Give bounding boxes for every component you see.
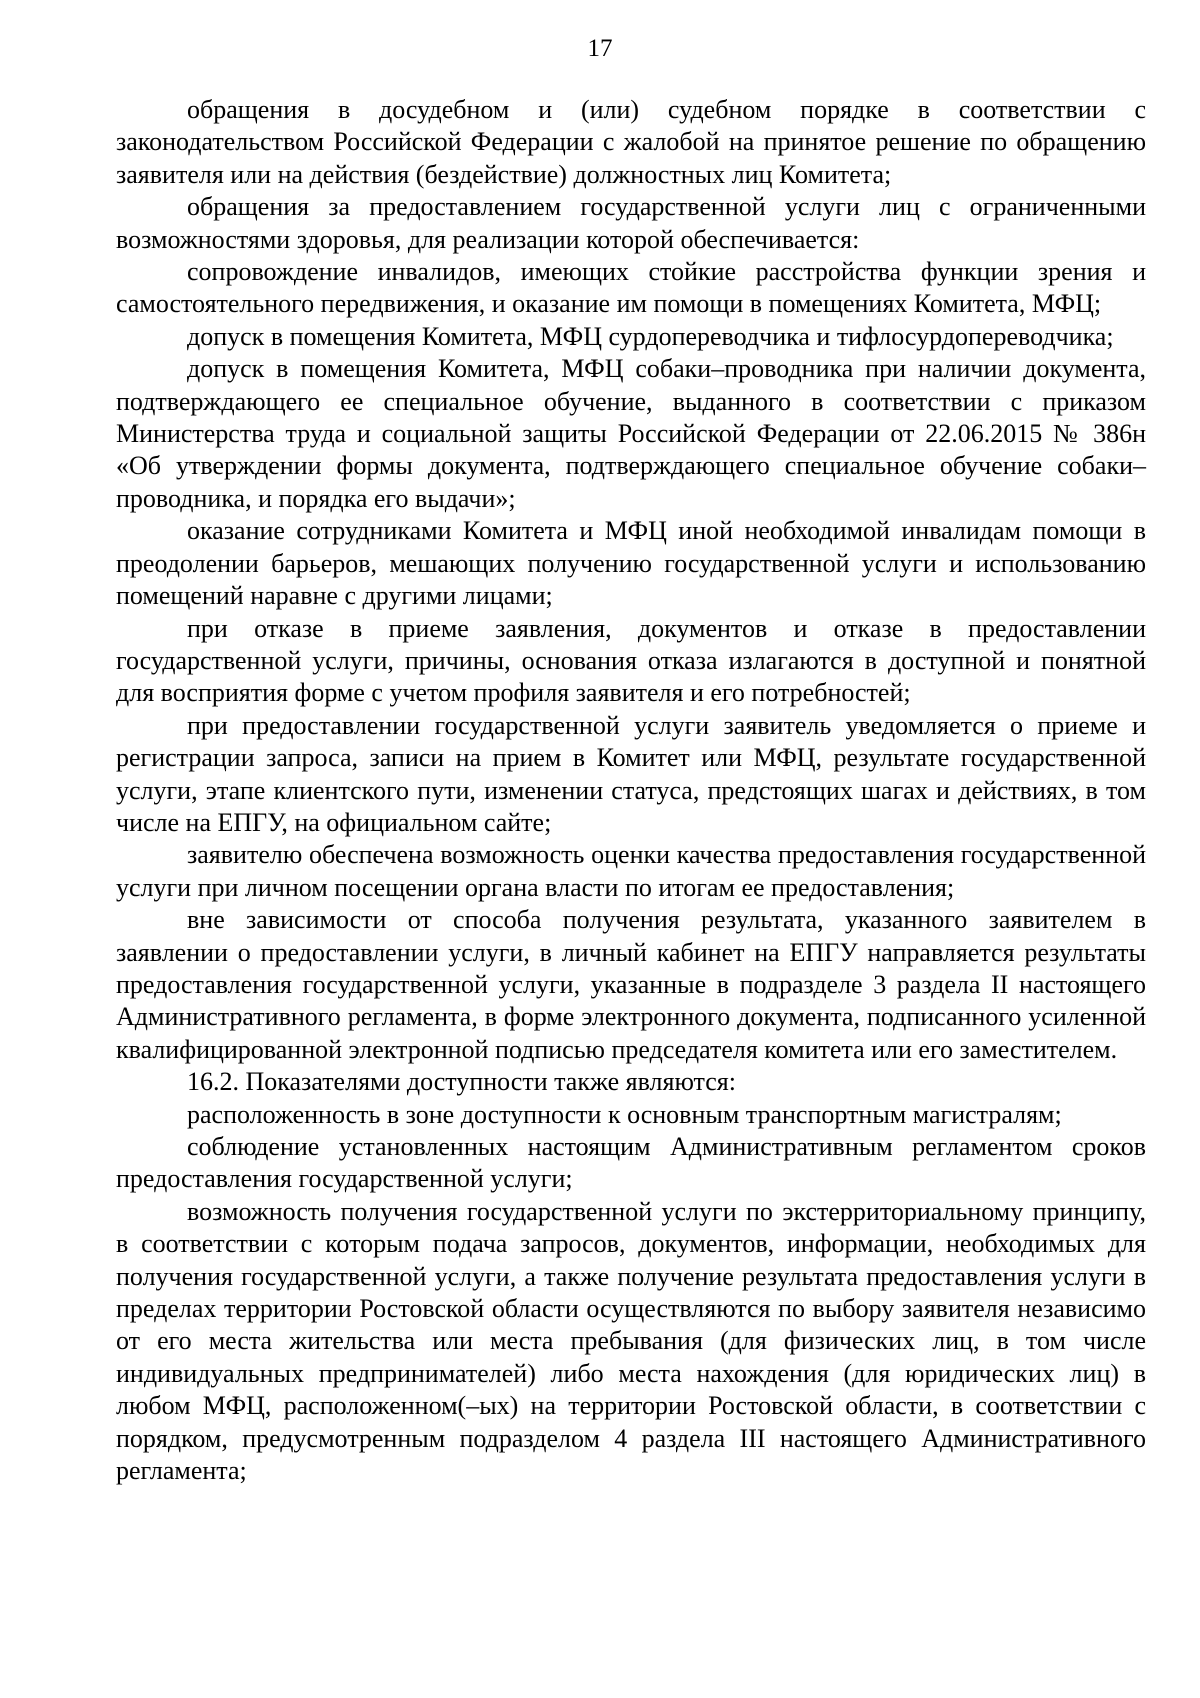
paragraph-limited-health: обращения за предоставлением государственной услуги лиц с ограниченными возможностями здоровья, для реализации которой обеспечивается: (116, 192, 1146, 254)
paragraph-result-delivery: вне зависимости от способа получения результата, указанного заявителем в заявлении о предоставлении услуги, в личный кабинет на ЕПГУ направляется результаты предоставления государственной услуги, указанные в подразделе 3 раздела II настоящего Административного регламента, в форме электронного документа, подписанного усиленной квалифицированной электронной подписью председателя комитета или его заместителем. (116, 905, 1146, 1064)
paragraph-section-16-2: 16.2. Показателями доступности также являются: (187, 1067, 736, 1097)
paragraph-notification: при предоставлении государственной услуги заявитель уведомляется о приеме и регистрации запроса, записи на прием в Комитет или МФЦ, результате государственной услуги, этапе клиентского пути, изменении статуса, предстоящих шагах и действиях, в том числе на ЕПГУ, на официальном сайте; (116, 710, 1146, 837)
paragraph-transport-access: расположенность в зоне доступности к основным транспортным магистралям; (187, 1099, 1062, 1129)
paragraph-deadlines: соблюдение установленных настоящим Административным регламентом сроков предоставления государственной услуги; (116, 1132, 1146, 1194)
document-body (116, 94, 1146, 1487)
paragraph-staff-assistance: оказание сотрудниками Комитета и МФЦ иной необходимой инвалидам помощи в преодолении барьеров, мешающих получению государственной услуги и использованию помещений наравне с другими лицами; (116, 516, 1146, 611)
page-number: 17 (587, 35, 613, 62)
paragraph-sign-interpreter: допуск в помещения Комитета, МФЦ сурдопереводчика и тифлосурдопереводчика; (187, 321, 1114, 351)
paragraph-pretrial-appeal: обращения в досудебном и (или) судебном порядке в соответствии с законодательством Российской Федерации с жалобой на принятое решение по обращению заявителя или на действия (бездействие) должностных лиц Комитета; (116, 95, 1146, 189)
paragraph-refusal-reasons: при отказе в приеме заявления, документов и отказе в предоставлении государственной услуги, причины, основания отказа излагаются в доступной и понятной для восприятия форме с учетом профиля заявителя и его потребностей; (116, 613, 1146, 708)
paragraph-guide-dog: допуск в помещения Комитета, МФЦ собаки–проводника при наличии документа, подтверждающего ее специальное обучение, выданного в соответствии с приказом Министерства труда и социальной защиты Российской Федерации от 22.06.2015 № 386н «Об утверждении формы документа, подтверждающего специальное обучение собаки–проводника, и порядка его выдачи»; (116, 354, 1146, 513)
paragraph-extraterritorial: возможность получения государственной услуги по экстерриториальному принципу, в соответствии с которым подача запросов, документов, информации, необходимых для получения государственной услуги, а также получение результата предоставления услуги в пределах территории Ростовской области осуществляются по выбору заявителя независимо от его места жительства или места пребывания (для физических лиц, в том числе индивидуальных предпринимателей) либо места нахождения (для юридических лиц) в любом МФЦ, расположенном(–ых) на территории Ростовской области, в соответствии с порядком, предусмотренным подразделом 4 раздела III настоящего Административного регламента; (116, 1196, 1146, 1486)
paragraph-quality-assessment: заявителю обеспечена возможность оценки качества предоставления государственной услуги при личном посещении органа власти по итогам ее предоставления; (116, 840, 1146, 902)
paragraph-escort-disabled: сопровождение инвалидов, имеющих стойкие расстройства функции зрения и самостоятельного передвижения, и оказание им помощи в помещениях Комитета, МФЦ; (116, 257, 1146, 319)
